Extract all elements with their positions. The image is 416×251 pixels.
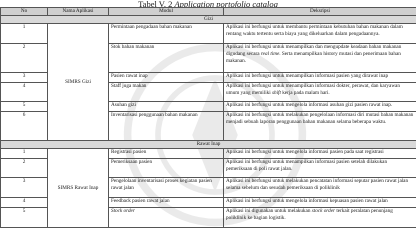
cell-modul: Feedback pasien rawat jalan	[109, 198, 224, 208]
cell-modul: Stock order	[109, 208, 224, 228]
table-row	[1, 24, 416, 44]
cell-app-name: SIMRS Gizi	[48, 24, 109, 141]
header-nama-aplikasi: Nama Aplikasi	[48, 8, 109, 16]
cell-no: 6	[1, 112, 48, 141]
caption-prefix: Tabel V. 2	[138, 0, 175, 8]
desc-part: Aplikasi ini digunakan untuk melakukan	[226, 208, 312, 214]
header-deskripsi: Deksripsi	[224, 8, 416, 16]
table-row	[1, 149, 416, 159]
cell-no: 2	[1, 44, 48, 73]
section-label: Rawat Inap	[1, 141, 416, 149]
section-row-rawat-inap	[1, 141, 416, 149]
desc-emphasis: stock order	[311, 208, 336, 214]
cell-desc	[224, 83, 416, 102]
section-row-gizi	[1, 16, 416, 24]
cell-modul: Pemeriksaan pasien	[109, 159, 224, 178]
cell-modul: Asuhan gizi	[109, 102, 224, 112]
cell-no: 4	[1, 198, 48, 208]
cell-no: 1	[1, 149, 48, 159]
desc-emphasis: real time	[260, 51, 280, 57]
cell-desc	[224, 44, 416, 73]
cell-no: 4	[1, 83, 48, 102]
cell-modul: Inventarisasi penggunaan bahan makanan	[109, 112, 224, 141]
cell-desc: Aplikasi ini berfungsi untuk mengelola informasi pasien pada saat registrasi	[224, 149, 416, 159]
cell-modul: Pengelolaan inventarisasi proses kegiatan pasien rawat jalan	[109, 178, 224, 198]
cell-desc: Aplikasi ini berfungsi untuk menampilkan informasi pasien yang dirawat inap	[224, 73, 416, 83]
desc-part: terkait peralatan penunjang poliklinik ke bagian logistik.	[226, 208, 393, 221]
cell-desc: Aplikasi ini berfungsi untuk membantu permintaan kebutuhan bahan makanan dalam rentang waktu tertentu serta biaya yang dikeluarkan dalam pengadaannya.	[224, 24, 416, 44]
desc-part: Aplikasi ini berfungsi untuk menampilkan informasi dokter, perawat, dan karyawan umum yang memiliki	[226, 83, 400, 96]
cell-no: 3	[1, 178, 48, 198]
cell-desc	[224, 208, 416, 228]
cell-desc: Aplikasi ini berfungsi untuk menampilkan informasi pasien setelah dilakukan pemeriksaan di poli rawat jalan.	[224, 159, 416, 178]
desc-emphasis: shift	[271, 90, 281, 96]
cell-no: 5	[1, 208, 48, 228]
cell-modul: Registrasi pasien	[109, 149, 224, 159]
cell-no: 2	[1, 159, 48, 178]
cell-no: 5	[1, 102, 48, 112]
cell-modul: Pasien rawat inap	[109, 73, 224, 83]
portfolio-table	[0, 7, 416, 228]
caption-title: Application portofolio catalog	[174, 0, 278, 8]
cell-modul: Permintaan pengadaan bahan makanan	[109, 24, 224, 44]
desc-part: Aplikasi ini berfungsi untuk menampilkan dan mengupdate keadaan bahan makanan digudang secara	[226, 44, 402, 57]
cell-desc: Aplikasi ini berfungsi untuk mengelola informasi asuhan gizi pasien rawat inap.	[224, 102, 416, 112]
cell-app-name: SIMRS Rawat Inap	[48, 149, 109, 228]
section-label: Gizi	[1, 16, 416, 24]
header-modul: Modul	[109, 8, 224, 16]
cell-no: 1	[1, 24, 48, 44]
header-no: No	[1, 8, 48, 16]
desc-part: kerja pada malam hari.	[280, 90, 330, 96]
table-header-row	[1, 8, 416, 16]
cell-modul: Staff juga makan	[109, 83, 224, 102]
cell-desc: Aplikasi ini berfungsi untuk mengelola informasi kepuasan pasien rawat jalan	[224, 198, 416, 208]
desc-part: . Serta menampilkan history mutasi dan penerimaan bahan makanan.	[226, 51, 401, 64]
cell-desc: Aplikasi ini berfungsi untuk melakukan pengelolaan informasi diri mutasi bahan makanan menjadi sebuah laporan penggunaan bahan makanan selama beberapa waktu.	[224, 112, 416, 141]
cell-no: 3	[1, 73, 48, 83]
cell-modul: Stok bahan makanan	[109, 44, 224, 73]
cell-desc: Aplikasi ini berfungsi untuk melakukan pencatatan informasi seputar pasien rawat jalan selama sebelum dan sesudah pemeriksaan di poliklinik	[224, 178, 416, 198]
